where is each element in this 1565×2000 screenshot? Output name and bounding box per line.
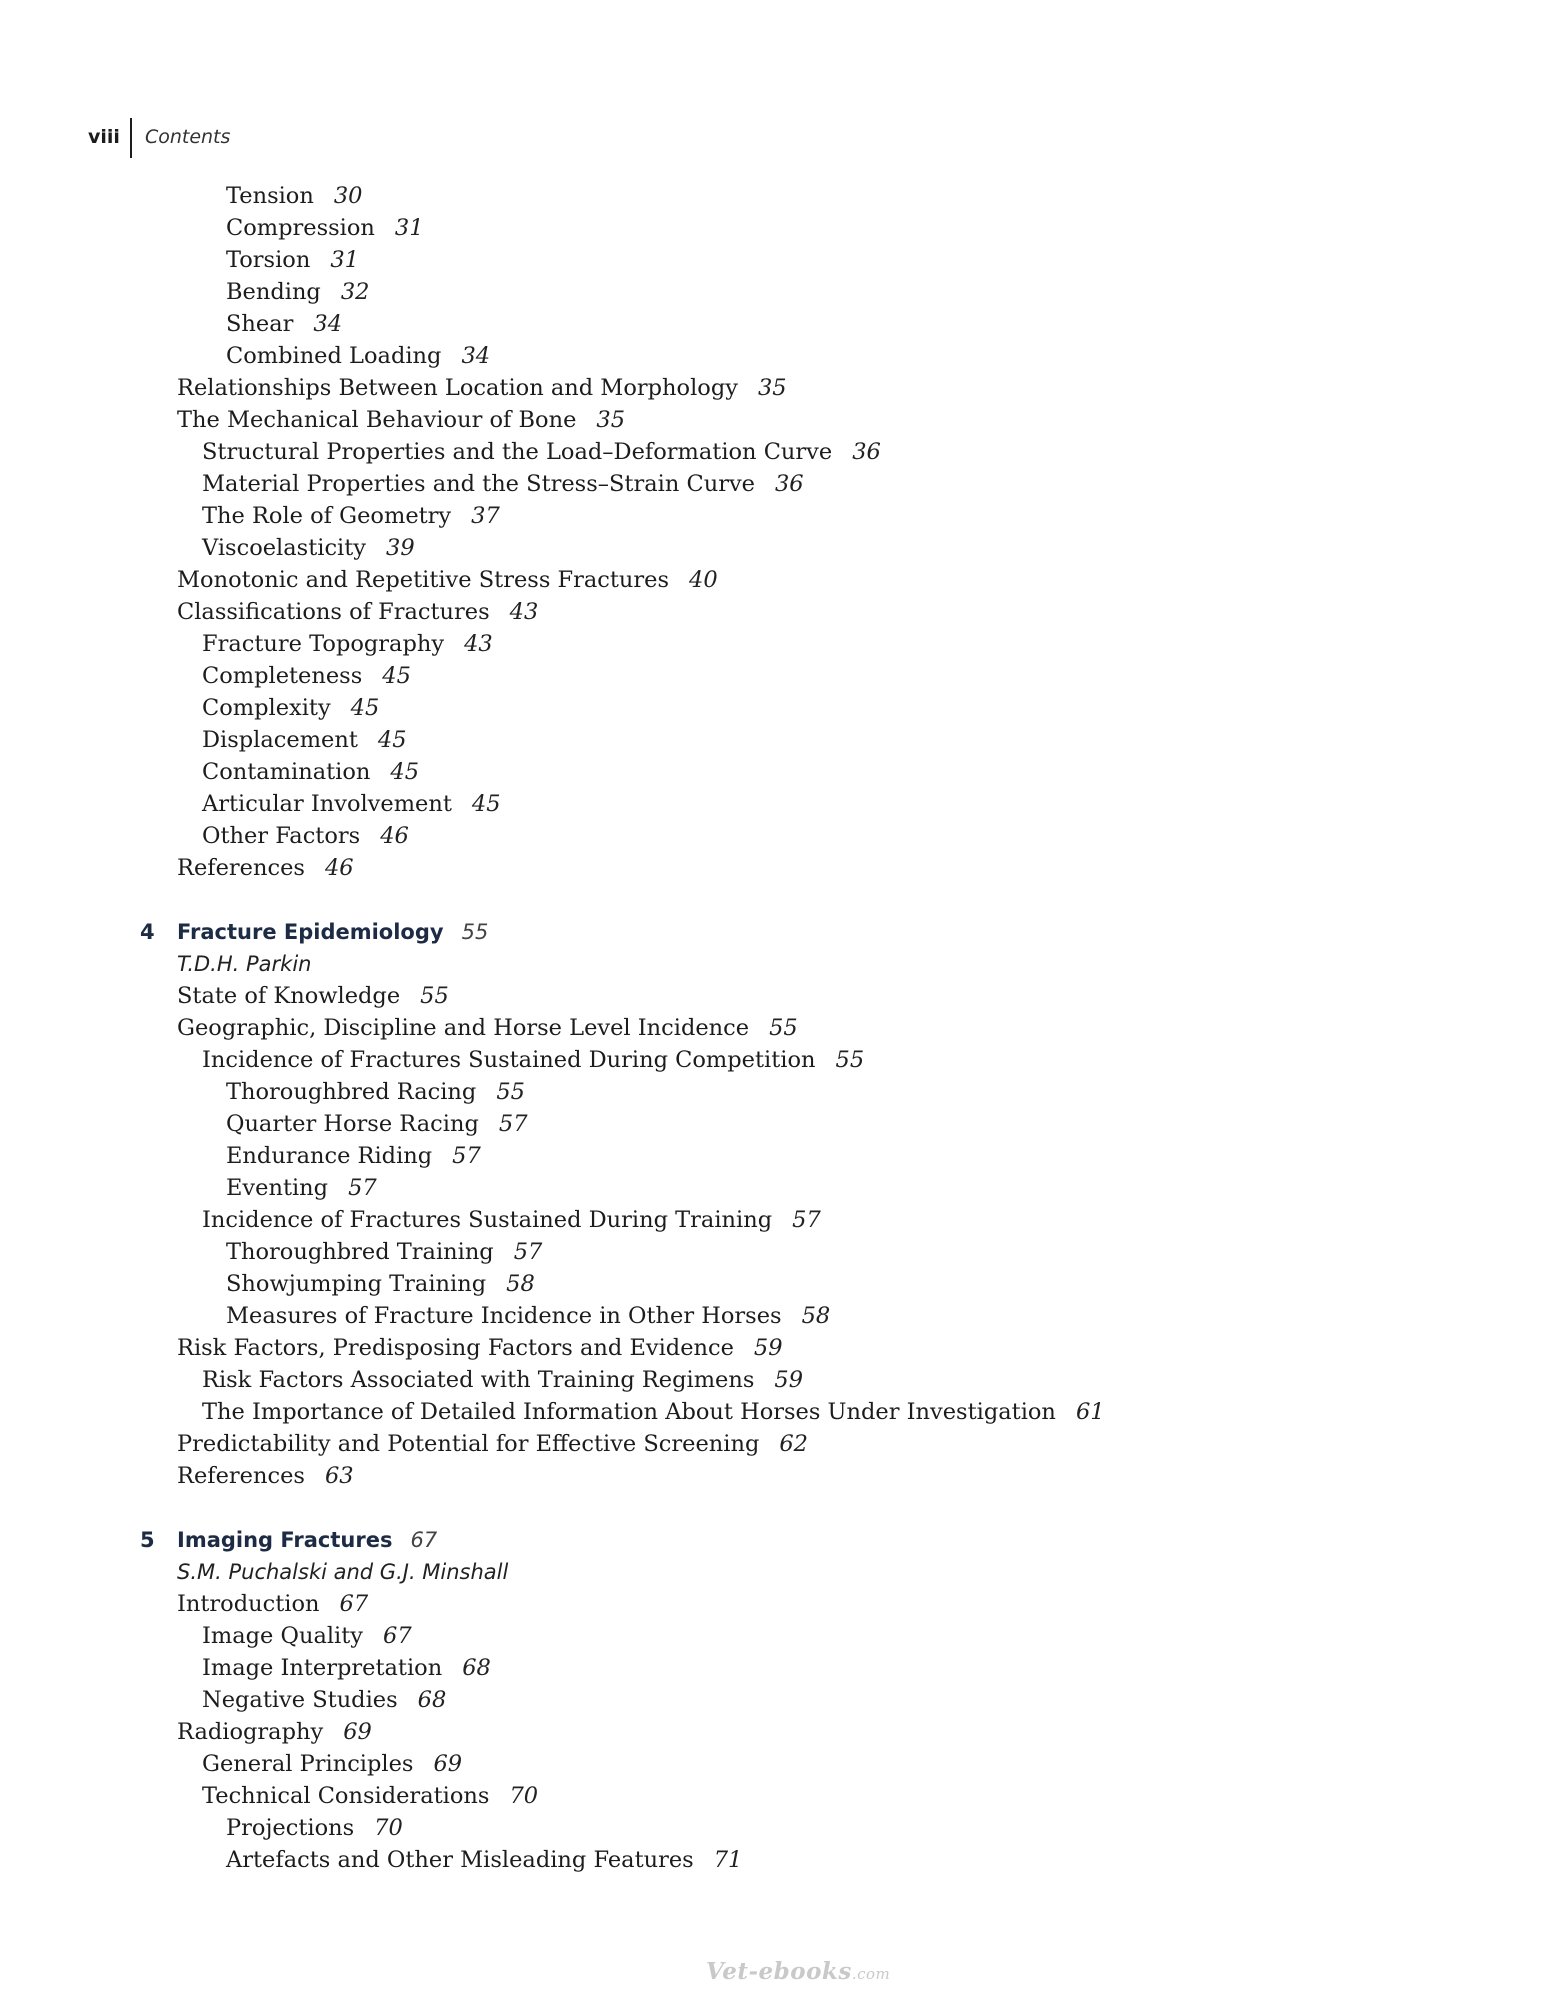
toc-entry[interactable] [0, 1748, 1565, 1780]
toc-entry-page: 55 [835, 1047, 865, 1073]
toc-entry-page: 34 [313, 311, 343, 337]
toc-entry-title: Structural Properties and the Load–Deformation Curve [202, 439, 833, 465]
toc-entry-title: Monotonic and Repetitive Stress Fractures [177, 567, 670, 593]
toc-entry-title: Negative Studies [202, 1687, 398, 1713]
toc-entry-title: The Role of Geometry [202, 503, 452, 529]
toc-entry-page: 43 [464, 631, 493, 657]
toc-entry-page: 45 [390, 759, 420, 785]
toc-entry[interactable] [0, 1204, 1565, 1236]
toc-entry[interactable] [0, 1300, 1565, 1332]
toc-entry-title: The Importance of Detailed Information About Horses Under Investigation [202, 1399, 1056, 1425]
watermark-logo [706, 1958, 890, 1985]
toc-entry[interactable] [0, 980, 1565, 1012]
toc-entry-page: 35 [596, 407, 626, 433]
toc-entry-title: Classifications of Fractures [177, 599, 490, 625]
toc-entry[interactable] [0, 1684, 1565, 1716]
toc-entry-title: State of Knowledge [177, 983, 401, 1009]
toc-entry-title: Displacement [202, 727, 358, 753]
toc-entry-page: 35 [757, 375, 787, 401]
toc-entry-title: Contamination [202, 759, 371, 785]
table-of-contents [0, 180, 1565, 1876]
toc-entry-page: 55 [496, 1079, 525, 1105]
chapter-5-entries [0, 1588, 1565, 1876]
toc-entry[interactable] [0, 1428, 1565, 1460]
toc-entry-page: 62 [779, 1431, 808, 1457]
toc-entry-title: Viscoelasticity [202, 535, 367, 561]
toc-entry[interactable] [0, 500, 1565, 532]
toc-entry-page: 45 [471, 791, 501, 817]
toc-entry[interactable] [0, 756, 1565, 788]
toc-entry-page: 58 [801, 1303, 831, 1329]
toc-entry-page: 70 [509, 1783, 539, 1809]
toc-entry[interactable] [0, 1716, 1565, 1748]
toc-entry-page: 46 [380, 823, 409, 849]
toc-entry[interactable] [0, 308, 1565, 340]
toc-entry-title: Thoroughbred Training [226, 1239, 494, 1265]
toc-entry[interactable] [0, 1236, 1565, 1268]
toc-entry-page: 70 [374, 1815, 403, 1841]
toc-entry[interactable] [0, 1588, 1565, 1620]
toc-entry-title: Thoroughbred Racing [226, 1079, 477, 1105]
toc-entry[interactable] [0, 628, 1565, 660]
toc-entry-page: 57 [452, 1143, 481, 1169]
toc-entry-title: References [177, 1463, 305, 1489]
toc-entry-page: 45 [350, 695, 380, 721]
watermark-text: Vet-ebooks [706, 1958, 852, 1985]
toc-entry[interactable] [0, 212, 1565, 244]
toc-entry[interactable] [0, 724, 1565, 756]
toc-entry-title: Endurance Riding [226, 1143, 433, 1169]
toc-entry[interactable] [0, 1812, 1565, 1844]
toc-entry[interactable] [0, 1780, 1565, 1812]
chapter-title: Imaging Fractures [177, 1528, 393, 1552]
toc-entry[interactable] [0, 1460, 1565, 1492]
toc-entry[interactable] [0, 788, 1565, 820]
toc-entry[interactable] [0, 1364, 1565, 1396]
toc-entry-title: Completeness [202, 663, 363, 689]
toc-entry-page: 68 [417, 1687, 447, 1713]
toc-entry-title: Torsion [226, 247, 311, 273]
toc-entry-title: Combined Loading [226, 343, 442, 369]
toc-entry-page: 30 [333, 183, 363, 209]
toc-entry[interactable] [0, 820, 1565, 852]
toc-entry-title: Image Interpretation [202, 1655, 443, 1681]
toc-entry[interactable] [0, 1396, 1565, 1428]
toc-entry-title: Geographic, Discipline and Horse Level Incidence [177, 1015, 750, 1041]
toc-entry-title: The Mechanical Behaviour of Bone [177, 407, 577, 433]
watermark-suffix: .com [851, 1965, 891, 1983]
toc-entry[interactable] [0, 1140, 1565, 1172]
toc-entry[interactable] [0, 1012, 1565, 1044]
toc-entry-page: 63 [324, 1463, 354, 1489]
toc-entry-title: Articular Involvement [202, 791, 452, 817]
toc-entry-title: Eventing [226, 1175, 329, 1201]
toc-entry[interactable] [0, 340, 1565, 372]
toc-entry[interactable] [0, 372, 1565, 404]
chapter-page: 67 [410, 1528, 438, 1552]
toc-entry-page: 69 [433, 1751, 463, 1777]
chapter-number: 4 [140, 920, 155, 944]
toc-entry-page: 68 [462, 1655, 491, 1681]
toc-entry-title: Introduction [177, 1591, 320, 1617]
toc-entry-page: 71 [713, 1847, 743, 1873]
toc-entry-page: 31 [394, 215, 424, 241]
toc-entry-page: 43 [509, 599, 539, 625]
running-header [88, 118, 230, 166]
toc-entry-title: Quarter Horse Racing [226, 1111, 479, 1137]
toc-entry[interactable] [0, 276, 1565, 308]
chapter-author: S.M. Puchalski and G.J. Minshall [177, 1560, 509, 1584]
toc-entry-page: 57 [792, 1207, 821, 1233]
toc-section-continued [0, 180, 1565, 884]
toc-entry-page: 31 [330, 247, 359, 273]
toc-entry[interactable] [0, 1172, 1565, 1204]
toc-entry-page: 55 [769, 1015, 798, 1041]
toc-entry-title: Showjumping Training [226, 1271, 487, 1297]
toc-entry-title: Complexity [202, 695, 331, 721]
toc-entry-page: 37 [471, 503, 500, 529]
toc-entry-title: Incidence of Fractures Sustained During Training [202, 1207, 773, 1233]
toc-entry-page: 36 [774, 471, 804, 497]
toc-entry[interactable] [0, 532, 1565, 564]
toc-entry-title: Risk Factors, Predisposing Factors and Evidence [177, 1335, 734, 1361]
toc-entry-page: 59 [774, 1367, 804, 1393]
toc-entry-page: 55 [420, 983, 449, 1009]
toc-entry[interactable] [0, 596, 1565, 628]
toc-entry-page: 57 [498, 1111, 528, 1137]
toc-entry[interactable] [0, 244, 1565, 276]
toc-entry-title: Incidence of Fractures Sustained During Competition [202, 1047, 816, 1073]
toc-entry-title: Image Quality [202, 1623, 364, 1649]
toc-entry-page: 57 [348, 1175, 377, 1201]
toc-entry[interactable] [0, 1332, 1565, 1364]
chapter-number: 5 [140, 1528, 155, 1552]
toc-entry-title: Projections [226, 1815, 355, 1841]
toc-entry[interactable] [0, 1844, 1565, 1876]
toc-entry-title: General Principles [202, 1751, 414, 1777]
toc-entry[interactable] [0, 1044, 1565, 1076]
chapter-page: 55 [461, 920, 489, 944]
toc-entry-title: Fracture Topography [202, 631, 445, 657]
toc-entry-title: Technical Considerations [202, 1783, 490, 1809]
toc-entry-title: Predictability and Potential for Effective Screening [177, 1431, 760, 1457]
toc-entry-page: 40 [689, 567, 718, 593]
toc-entry[interactable] [0, 1620, 1565, 1652]
toc-entry-page: 58 [506, 1271, 535, 1297]
toc-entry-page: 34 [461, 343, 491, 369]
toc-entry[interactable] [0, 436, 1565, 468]
toc-entry-title: Risk Factors Associated with Training Regimens [202, 1367, 755, 1393]
toc-entry-page: 59 [753, 1335, 783, 1361]
toc-entry[interactable] [0, 1268, 1565, 1300]
toc-entry[interactable] [0, 692, 1565, 724]
chapter-author: T.D.H. Parkin [177, 952, 312, 976]
toc-entry-page: 61 [1075, 1399, 1105, 1425]
toc-entry-title: Relationships Between Location and Morphology [177, 375, 738, 401]
toc-entry-title: Bending [226, 279, 321, 305]
toc-entry-page: 67 [383, 1623, 412, 1649]
toc-entry-page: 46 [324, 855, 354, 881]
toc-entry-title: References [177, 855, 305, 881]
toc-entry-title: Radiography [177, 1719, 324, 1745]
toc-entry[interactable] [0, 1652, 1565, 1684]
toc-entry-page: 36 [852, 439, 881, 465]
toc-entry[interactable] [0, 564, 1565, 596]
toc-entry[interactable] [0, 1076, 1565, 1108]
toc-entry-page: 32 [340, 279, 370, 305]
toc-entry-page: 69 [343, 1719, 372, 1745]
toc-entry[interactable] [0, 1108, 1565, 1140]
running-title: Contents [144, 126, 231, 148]
toc-entry[interactable] [0, 180, 1565, 212]
toc-entry[interactable] [0, 468, 1565, 500]
toc-entry[interactable] [0, 404, 1565, 436]
toc-entry-page: 67 [339, 1591, 369, 1617]
chapter-title: Fracture Epidemiology [177, 920, 444, 944]
chapter-4-entries [0, 980, 1565, 1492]
toc-entry-page: 45 [382, 663, 411, 689]
toc-entry-title: Other Factors [202, 823, 361, 849]
toc-entry-title: Artefacts and Other Misleading Features [226, 1847, 694, 1873]
toc-entry-page: 57 [513, 1239, 543, 1265]
toc-entry-page: 39 [386, 535, 415, 561]
toc-entry[interactable] [0, 852, 1565, 884]
toc-entry-title: Shear [226, 311, 294, 337]
toc-entry-title: Material Properties and the Stress–Strain Curve [202, 471, 755, 497]
chapter-heading-4[interactable] [0, 916, 1565, 948]
toc-entry-title: Measures of Fracture Incidence in Other Horses [226, 1303, 782, 1329]
toc-entry-title: Compression [226, 215, 375, 241]
page-number: viii [88, 118, 132, 158]
toc-entry-page: 45 [377, 727, 407, 753]
toc-entry-title: Tension [226, 183, 314, 209]
toc-entry[interactable] [0, 660, 1565, 692]
chapter-heading-5[interactable] [0, 1524, 1565, 1556]
